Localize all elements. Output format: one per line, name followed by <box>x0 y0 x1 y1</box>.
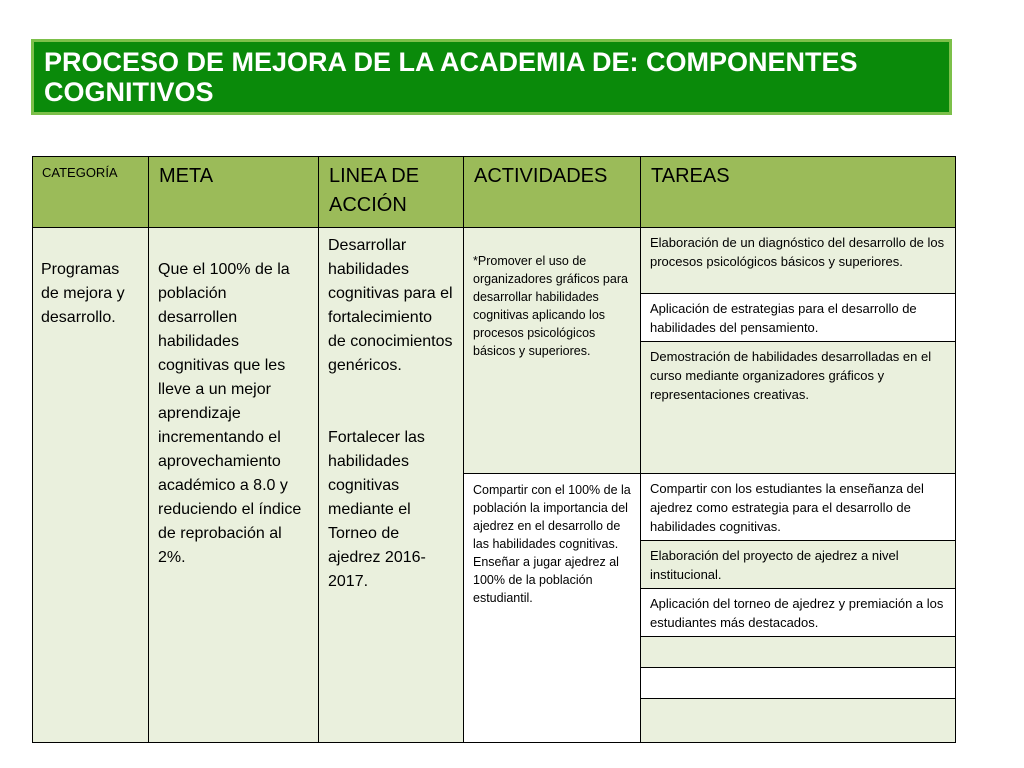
cell-meta: Que el 100% de la población desarrollen habilidades cognitivas que les lleve a un mejor aprendizaje incrementando el aprovechamiento académico a 8.0 y reduciendo el índice de reprobación al 2%. <box>149 228 319 743</box>
linea-de-accion-2: Fortalecer las habilidades cognitivas mediante el Torneo de ajedrez 2016-2017. <box>328 429 426 590</box>
cell-categoria: Programas de mejora y desarrollo. <box>32 228 149 743</box>
cell-tarea: Elaboración de un diagnóstico del desarrollo de los procesos psicológicos básicos y superiores. <box>641 228 956 294</box>
linea-de-accion-1: Desarrollar habilidades cognitivas para el fortalecimiento de conocimientos genéricos. <box>328 237 453 374</box>
cell-tarea-empty <box>641 699 956 743</box>
cell-tarea: Aplicación de estrategias para el desarrollo de habilidades del pensamiento. <box>641 294 956 342</box>
header-tareas: TAREAS <box>641 156 956 228</box>
cell-tarea-empty <box>641 668 956 699</box>
cell-linea-de-accion <box>319 228 464 743</box>
cell-tarea: Compartir con los estudiantes la enseñanza del ajedrez como estrategia para el desarrollo de habilidades cognitivas. <box>641 474 956 541</box>
header-actividades: ACTIVIDADES <box>464 156 641 228</box>
cell-tarea: Aplicación del torneo de ajedrez y premiación a los estudiantes más destacados. <box>641 589 956 637</box>
header-linea-de-accion: LINEA DE ACCIÓN <box>319 156 464 228</box>
cell-tarea: Elaboración del proyecto de ajedrez a nivel institucional. <box>641 541 956 589</box>
cell-tarea-empty <box>641 637 956 668</box>
cell-actividad-2: Compartir con el 100% de la población la importancia del ajedrez en el desarrollo de las habilidades cognitivas. Enseñar a jugar ajedrez al 100% de la población estudiantil. <box>464 474 641 743</box>
cell-tarea: Demostración de habilidades desarrolladas en el curso mediante organizadores gráficos y representaciones creativas. <box>641 342 956 474</box>
improvement-table <box>32 156 956 743</box>
header-meta: META <box>149 156 319 228</box>
header-categoria: CATEGORÍA <box>32 156 149 228</box>
slide-title: PROCESO DE MEJORA DE LA ACADEMIA DE: COMPONENTES COGNITIVOS <box>31 39 952 115</box>
cell-actividad-1: *Promover el uso de organizadores gráficos para desarrollar habilidades cognitivas aplicando los procesos psicológicos básicos y superiores. <box>464 228 641 474</box>
